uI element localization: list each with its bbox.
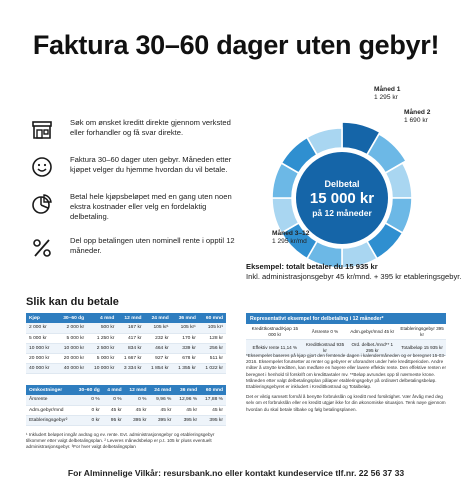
representative-title: Representativt eksempel for delbetaling i 12 måneder* [246, 313, 446, 324]
t1-header-cell: 30–60 dg [56, 313, 87, 323]
table-cell: 40 000 kr [26, 364, 56, 374]
table-cell: 5 000 kr [87, 354, 117, 364]
month-3-12-title: Måned 3–12 [272, 230, 310, 237]
t1-header-cell: 4 mnd [87, 313, 117, 323]
payment-table [26, 313, 226, 374]
table-cell: 10 000 kr [87, 364, 117, 374]
table-cell: 927 kr [145, 354, 172, 364]
percent-icon [30, 236, 60, 260]
month-1-label [374, 86, 400, 103]
representative-cell: Kredittkostnad/Kjøp 15 000 kr [246, 324, 304, 340]
table-row [26, 343, 226, 353]
fine-print-paragraph: *Eksempelet baseres på kjøp gjort den femtende dagen i kalendermåneden og er beregnet 15-03-2016. Eksempelet forutsetter at renter og gebyrer er uforandret under hele kredittperioden. Andre måter å utnytte kreditten, kan medføre en høyere eller lavere effektiv rente. Den effektive renten er beregnet i henhold til forskrift om kredittavtaler mv. **Beløp avrundes opp til nærmeste krone. Måneden etter valgt delbetalingsplan påløper etableringsgebyr på ordinært delbetalingsbeløp. Etableringsgebyret er inkludert i Kredittkostnad og Totalbeløp. [246, 353, 447, 390]
table-cell: 10 000 kr [56, 343, 87, 353]
fine-print [246, 353, 446, 417]
table-cell: 45 kr [103, 405, 125, 415]
table-cell: 0 % [125, 395, 150, 405]
donut-center-sub: på 12 måneder [312, 207, 372, 218]
table-cell: 0 % [103, 395, 125, 405]
table-cell: 167 kr [117, 323, 144, 333]
table-cell: 12,96 % [174, 395, 200, 405]
table-cell: 395 kr [200, 415, 226, 425]
pie-chart-icon [30, 192, 60, 216]
representative-row [246, 324, 446, 340]
table-cell: 5 000 kr [56, 333, 87, 343]
t1-header-cell: 60 mnd [199, 313, 226, 323]
cost-table [26, 385, 226, 426]
t1-header-cell: 36 mnd [172, 313, 199, 323]
table-row [26, 395, 226, 405]
example-title: Eksempel: totalt betaler du 15 935 kr [246, 262, 378, 271]
month-1-title: Måned 1 [374, 86, 401, 93]
table-cell: 105 kr¹ [172, 323, 199, 333]
t2-header-row [26, 385, 226, 395]
t2-header-cell: 36 mnd [174, 385, 200, 395]
table-cell: Adm.gebyr/mnd [26, 405, 74, 415]
table-row [26, 415, 226, 425]
feature-item [30, 155, 240, 179]
t1-header-cell: 12 mnd [117, 313, 144, 323]
feature-text: Betal hele kjøpsbeløpet med en gang uten noen ekstra kostnader eller velg en fordelaktig delbetaling. [70, 192, 232, 222]
footer-contact: For Alminnelige Vilkår: resursbank.no eller kontakt kundeservice tlf.nr. 22 56 37 33 [67, 468, 405, 478]
table-cell: 45 kr [174, 405, 200, 415]
table-cell: 170 kr [172, 333, 199, 343]
table-cell: 256 kr [199, 343, 226, 353]
table-cell: 10 000 kr [26, 343, 56, 353]
headline: Faktura 30–60 dager uten gebyr! [32, 30, 440, 60]
table-cell: 1 250 kr [87, 333, 117, 343]
feature-text: Del opp betalingen uten nominell rente i opptil 12 måneder. [70, 235, 235, 255]
table-row [26, 364, 226, 374]
table-cell: 3 334 kr [117, 364, 144, 374]
table-cell: 500 kr [87, 323, 117, 333]
table-cell: 0 % [74, 395, 103, 405]
t1-header-row [26, 313, 226, 323]
table-cell: 395 kr [125, 415, 150, 425]
representative-cell: Årsrente 0 % [304, 324, 347, 340]
table-cell: 20 000 kr [26, 354, 56, 364]
table-cell: 464 kr [145, 343, 172, 353]
table-cell: 2 000 kr [56, 323, 87, 333]
table-cell: 95 kr [103, 415, 125, 425]
table-cell: 511 kr [199, 354, 226, 364]
t1-header-cell: 24 mnd [145, 313, 172, 323]
t2-header-cell: 24 mnd [150, 385, 175, 395]
month-2-label [404, 109, 430, 126]
table-cell: 1 667 kr [117, 354, 144, 364]
month-3-12-amount: 1 295 kr/md [272, 238, 307, 246]
representative-cell: Totalbeløp 15 935 kr [398, 340, 446, 356]
representative-cell: Etableringsgebyr 395 kr [398, 324, 446, 340]
table-cell: 2 500 kr [87, 343, 117, 353]
table-cell: 128 kr [199, 333, 226, 343]
table-cell: 339 kr [172, 343, 199, 353]
month-2-title: Måned 2 [404, 109, 431, 116]
t2-header-cell: 30–60 dg [74, 385, 103, 395]
table-cell: 678 kr [172, 354, 199, 364]
feature-text: Søk om ønsket kreditt direkte gjennom verksted eller forhandler og få svar direkte. [70, 118, 231, 138]
table-cell: 395 kr [150, 415, 175, 425]
representative-cell: Adm.gebyr/mnd 45 kr [346, 324, 398, 340]
table-cell: Etableringsgebyr² [26, 415, 74, 425]
feature-text: Faktura 30–60 dager uten gebyr. Måneden etter kjøpet velger du hjemme hvordan du vil betale. [70, 155, 232, 175]
t2-header-cell: Omkostninger [26, 385, 74, 395]
fine-print-paragraph: Det er viktig samsett formål å benytte forbrukslån og kreditt med forsiktighet. Vær årvåg med deg selv om et forbrukslån eller en kreditt utgjør ikke for din økonomiske situasjon. Tenk nøye gjennom hvordan du skal betale tilbake og følg betalingsplanen. [246, 394, 446, 412]
table-cell: 2 000 kr [26, 323, 56, 333]
table-cell: 40 000 kr [56, 364, 87, 374]
table-cell: 17,88 % [200, 395, 226, 405]
representative-example [246, 313, 446, 356]
table-cell: 1 022 kr [199, 364, 226, 374]
table-cell: 105 kr¹ [199, 323, 226, 333]
table-cell: 9,96 % [150, 395, 175, 405]
table-cell: 417 kr [117, 333, 144, 343]
donut-center [262, 118, 422, 278]
table-cell: 834 kr [117, 343, 144, 353]
feature-item [30, 192, 240, 223]
table-cell: 0 kr [74, 415, 103, 425]
table-cell: Årsrente [26, 395, 74, 405]
donut-center-amount: 15 000 kr [309, 189, 375, 207]
table-row [26, 354, 226, 364]
feature-item [30, 118, 240, 142]
table-cell: 0 kr [74, 405, 103, 415]
month-3-12-label [272, 230, 309, 247]
feature-item [30, 236, 240, 260]
t2-header-cell: 4 mnd [103, 385, 125, 395]
table-cell: 232 kr [145, 333, 172, 343]
t1-header-cell: Kjøp [26, 313, 56, 323]
payment-donut-chart [262, 118, 422, 278]
table-cell: 45 kr [200, 405, 226, 415]
payment-example [246, 262, 466, 282]
table-cell: 45 kr [150, 405, 175, 415]
store-icon [30, 118, 60, 142]
t2-header-cell: 12 mnd [125, 385, 150, 395]
smiley-icon [30, 155, 60, 179]
month-1-amount: 1 295 kr [374, 94, 398, 102]
example-text: Inkl. administrasjonsgebyr 45 kr/mnd. + 395 kr etableringsgebyr. [246, 272, 462, 281]
table-footnote: ¹ Inkludert beløpet inngår avdrag og ev. rente. Evt. administrasjonsgebyr og etableringsgebyr tilkommer etter valgt delbetalingsplan. ² Leveres månedsbeløp er p.t. 105 kr pluss eventuelt administrasjonsgebyr. ³For hver valgt delbetalingsplan [26, 432, 215, 449]
table-cell: 105 kr¹ [145, 323, 172, 333]
table-cell: 1 854 kr [145, 364, 172, 374]
representative-cell: Kredittkostnad 935 kr [304, 340, 347, 356]
t2-header-cell: 60 mnd [200, 385, 226, 395]
section-title: Slik kan du betale [26, 296, 119, 308]
representative-cell: Ord. delbet./mnd** 1 295 kr [346, 340, 398, 356]
feature-list [30, 118, 240, 273]
table-cell: 395 kr [174, 415, 200, 425]
table-row [26, 405, 226, 415]
month-2-amount: 1 690 kr [404, 117, 428, 125]
table-row [26, 333, 226, 343]
representative-cell: Effektiv rente 11,14 % [246, 340, 304, 356]
donut-center-label: Delbetal [324, 178, 360, 189]
table-cell: 1 355 kr [172, 364, 199, 374]
table-cell: 45 kr [125, 405, 150, 415]
table-row [26, 323, 226, 333]
table-cell: 20 000 kr [56, 354, 87, 364]
table-cell: 5 000 kr [26, 333, 56, 343]
